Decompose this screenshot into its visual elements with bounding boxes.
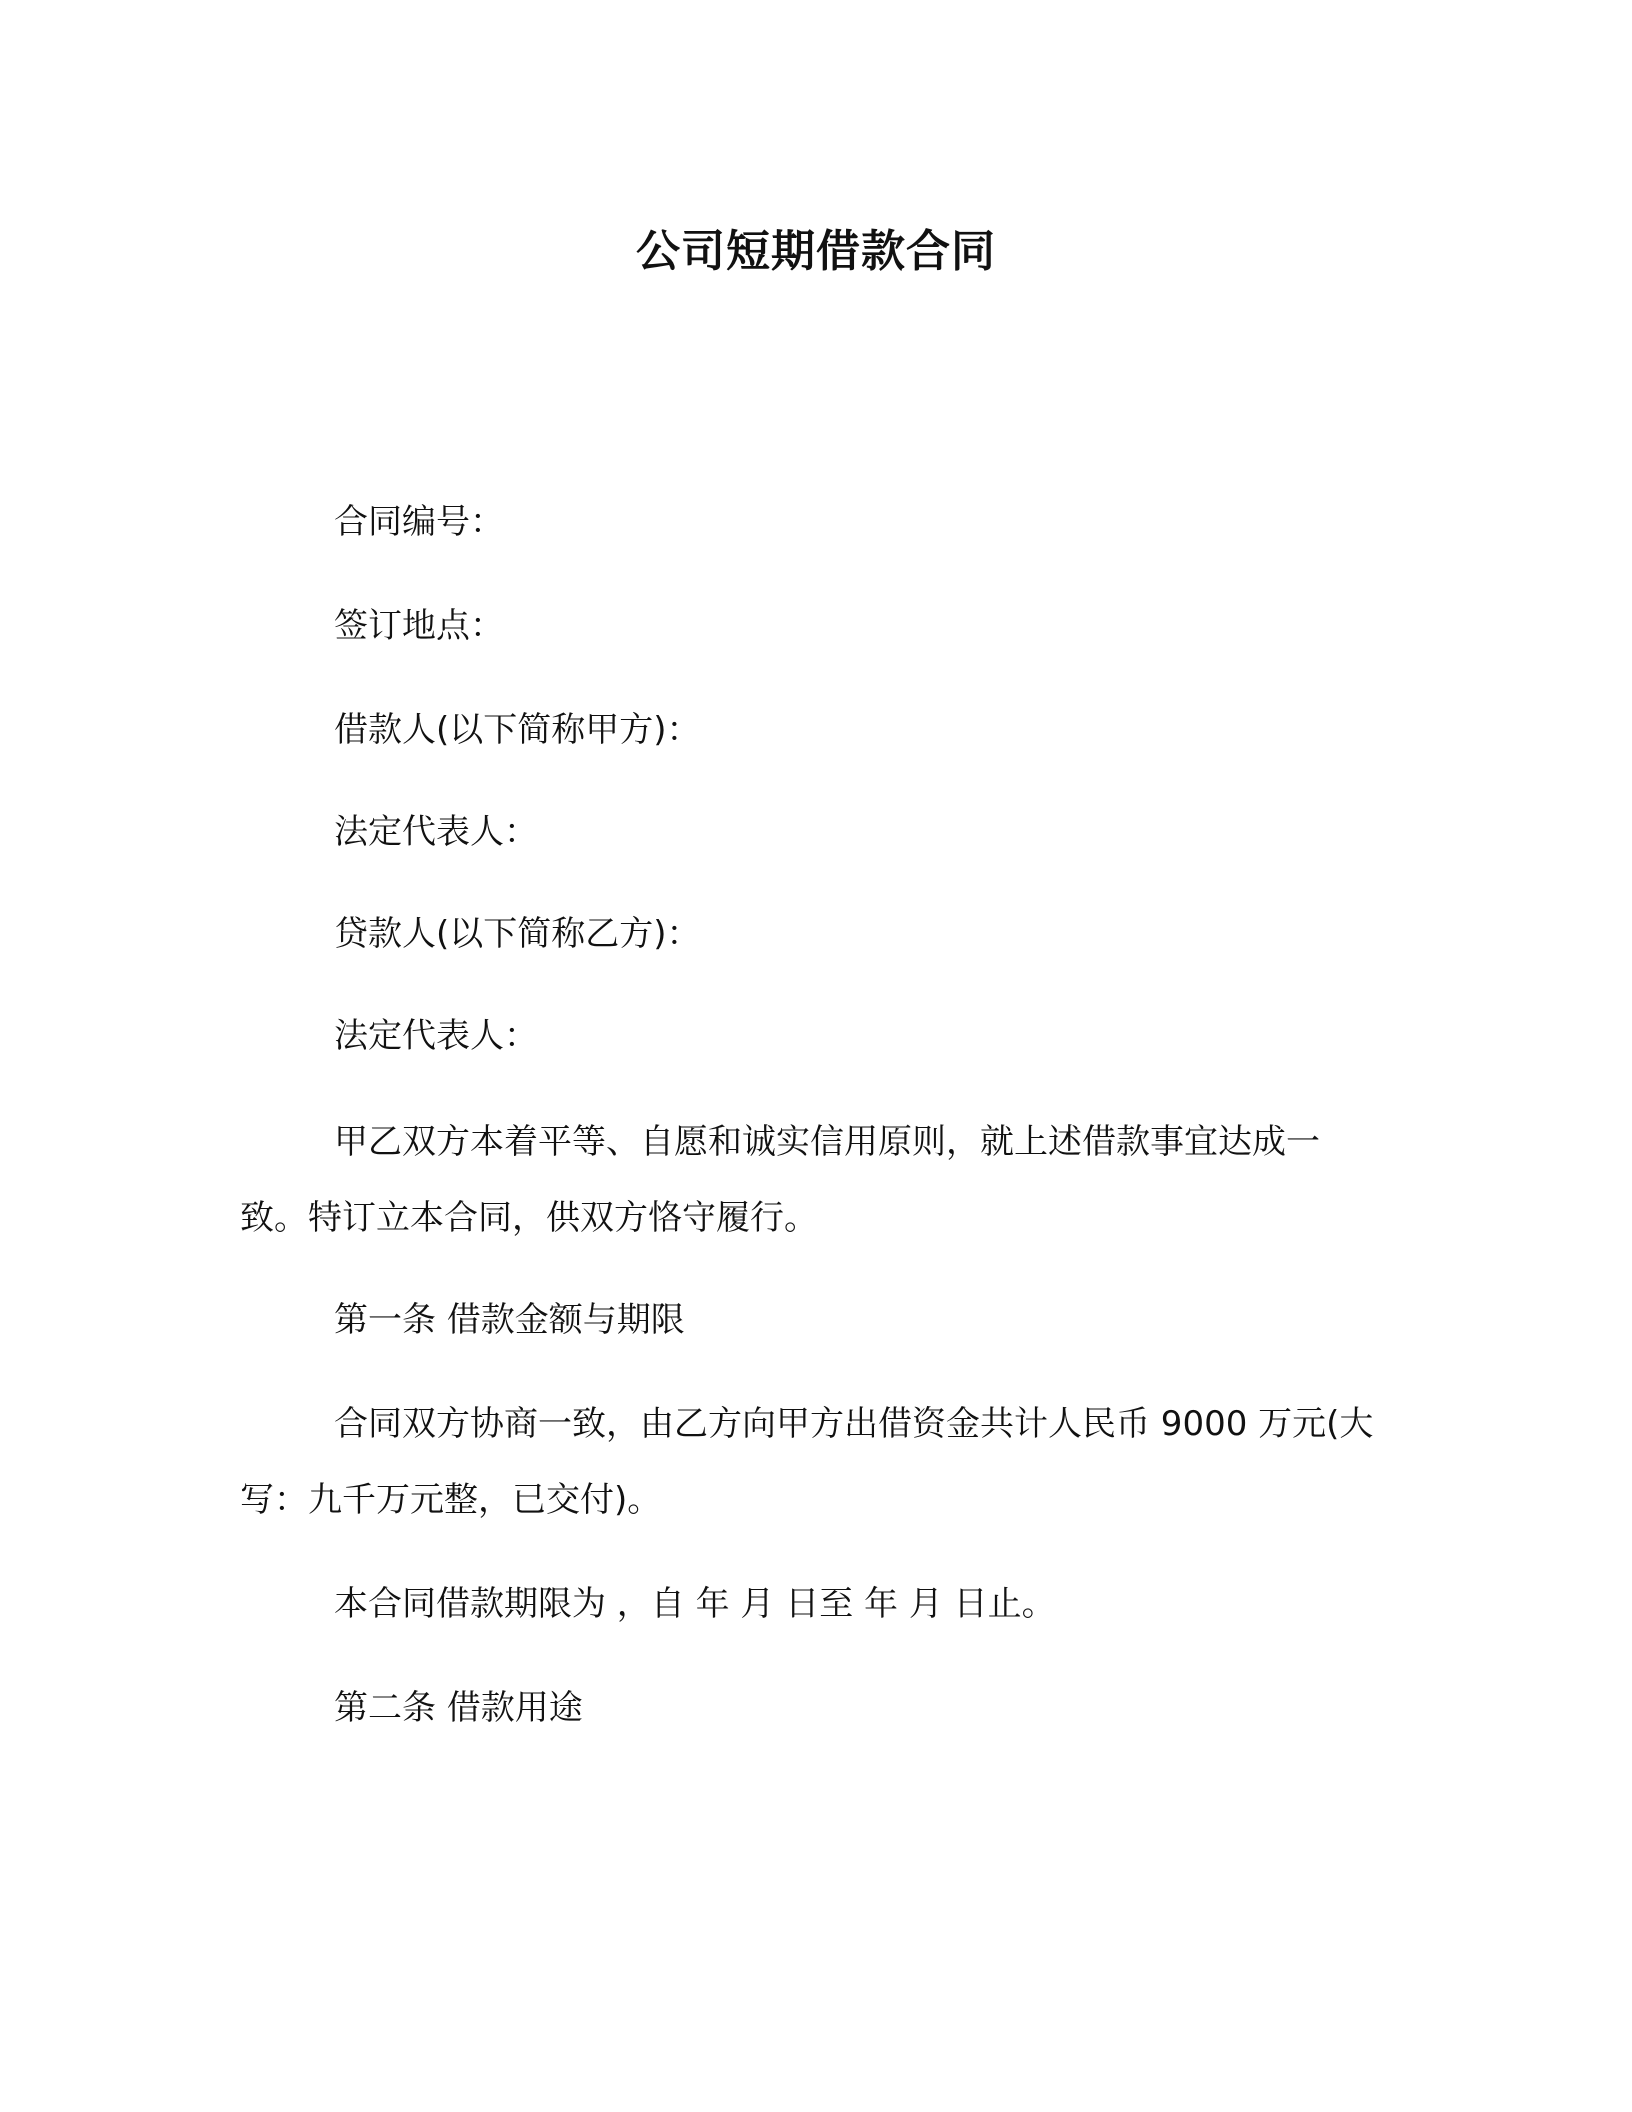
article-1-amount-paragraph: 合同双方协商一致，由乙方向甲方出借资金共计人民币 9000 万元(大写：九千万元整，已交付)。 — [240, 1404, 1374, 1520]
document-title: 公司短期借款合同 — [636, 226, 996, 277]
article-1-heading: 第一条 借款金额与期限 — [334, 1300, 685, 1340]
field-borrower-representative: 法定代表人： — [334, 812, 538, 852]
field-signing-place: 签订地点： — [334, 606, 504, 646]
article-1-term-paragraph: 本合同借款期限为 ，自 年 月 日至 年 月 日止。 — [334, 1584, 1056, 1624]
field-lender: 贷款人(以下简称乙方)： — [334, 914, 701, 954]
article-2-heading: 第二条 借款用途 — [334, 1688, 583, 1728]
intro-paragraph: 甲乙双方本着平等、自愿和诚实信用原则，就上述借款事宜达成一致。特订立本合同，供双方恪守履行。 — [240, 1122, 1320, 1238]
field-lender-representative: 法定代表人： — [334, 1016, 538, 1056]
field-contract-number: 合同编号： — [334, 502, 504, 542]
field-borrower: 借款人(以下简称甲方)： — [334, 710, 701, 750]
